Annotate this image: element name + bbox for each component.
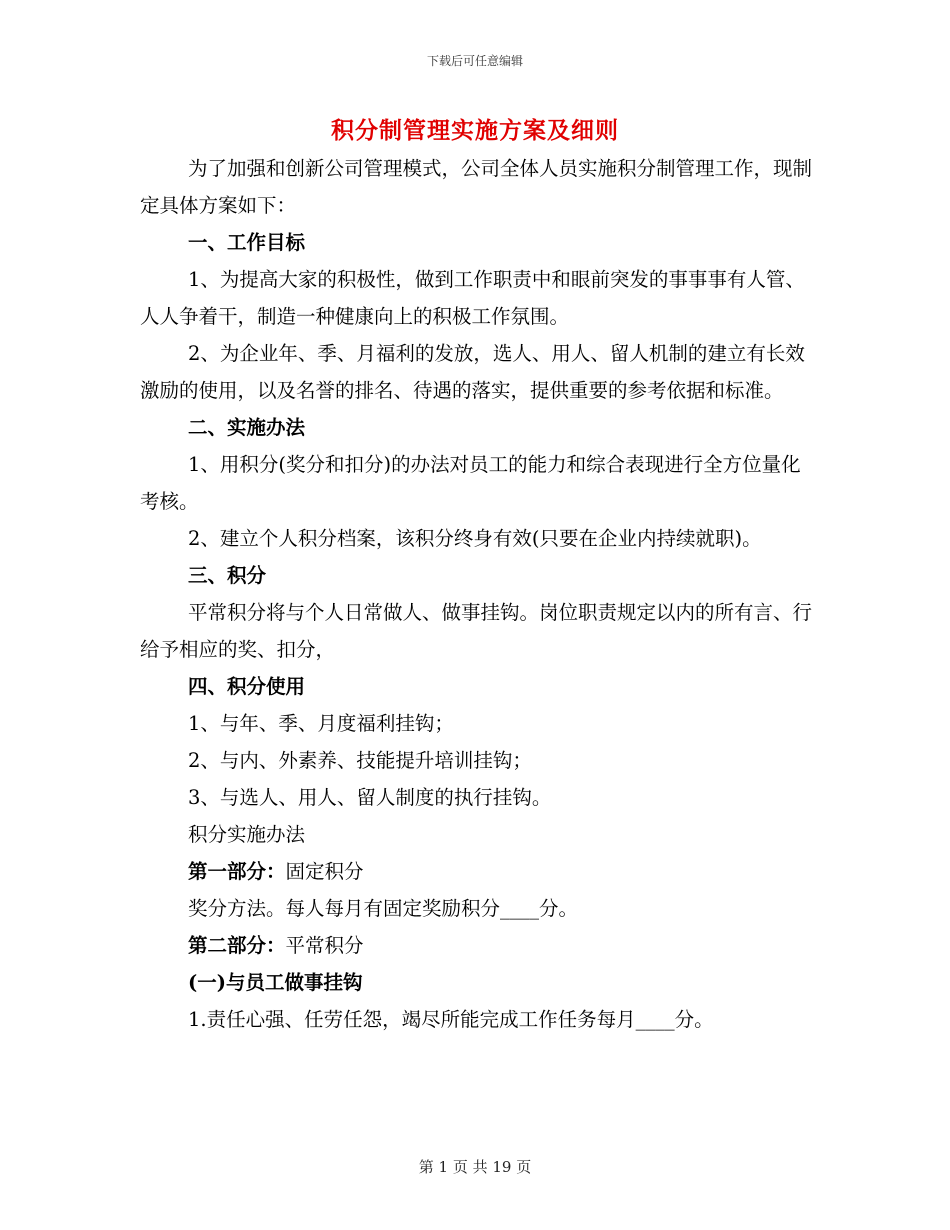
part-two-line [140,927,820,964]
usage-item-1: 1、与年、季、月度福利挂钩； [188,712,454,735]
reward-method-line: 奖分方法。每人每月有固定奖励积分____分。 [188,897,579,920]
section-heading-points: 三、积分 [188,564,267,587]
intro-paragraph: 为了加强和创新公司管理模式，公司全体人员实施积分制管理工作，现制定具体方案如下： [140,157,813,217]
section-heading-goals: 一、工作目标 [188,231,306,254]
section-heading-usage: 四、积分使用 [188,675,306,698]
part-one-label: 第一部分： [188,860,286,883]
part-two-text: 平常积分 [285,934,364,957]
document-body [140,150,820,1038]
usage-item-2: 2、与内、外素养、技能提升培训挂钩； [188,749,532,772]
goal-item-1: 1、为提高大家的积极性，做到工作职责中和眼前突发的事事事有人管、人人争着干，制造一种健康向上的积极工作氛围。 [140,268,805,328]
document-title: 积分制管理实施方案及细则 [331,117,619,144]
header-note: 下载后可任意编辑 [426,54,523,68]
page-footer: 第 1 页 共 19 页 [418,1158,532,1176]
section-heading-methods: 二、实施办法 [188,416,306,439]
part-one-line [140,853,820,890]
method-item-2: 2、建立个人积分档案，该积分终身有效(只要在企业内持续就职)。 [188,527,762,550]
subheading-work: (一)与员工做事挂钩 [188,971,363,994]
part-one-text: 固定积分 [285,860,364,883]
subsection-title: 积分实施办法 [188,823,306,846]
goal-item-2: 2、为企业年、季、月福利的发放，选人、用人、留人机制的建立有长效激励的使用，以及名誉的排名、待遇的落实，提供重要的参考依据和标准。 [140,342,805,402]
points-paragraph: 平常积分将与个人日常做人、做事挂钩。岗位职责规定以内的所有言、行给予相应的奖、扣分， [140,601,813,661]
usage-item-3: 3、与选人、用人、留人制度的执行挂钩。 [188,786,552,809]
part-two-label: 第二部分： [188,934,286,957]
method-item-1: 1、用积分(奖分和扣分)的办法对员工的能力和综合表现进行全方位量化考核。 [140,453,801,513]
work-item-1: 1.责任心强、任劳任怨，竭尽所能完成工作任务每月____分。 [188,1008,714,1031]
